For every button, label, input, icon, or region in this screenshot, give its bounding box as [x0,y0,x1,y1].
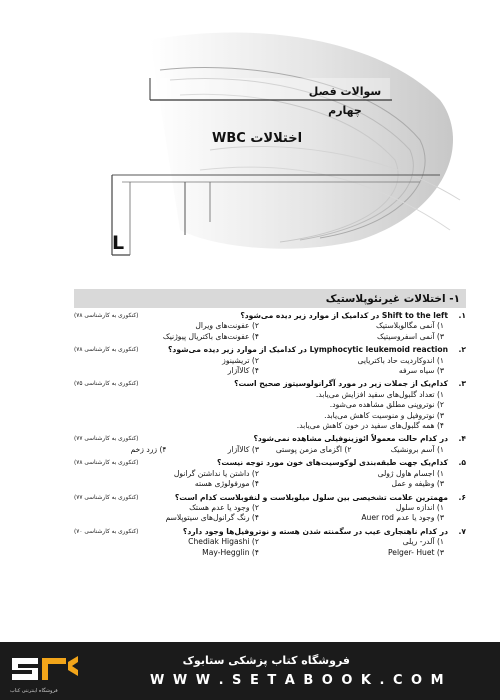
option-4: ۴) May-Hegglin [202,547,259,557]
question-number: ۱. [458,311,466,320]
question-text: Shift to the left در کدامیک از موارد زیر دیده می‌شود؟ [240,311,448,320]
options [74,366,444,376]
option-2: ۲) داشتن یا نداشتن گرانول [173,468,259,478]
section-heading-bar [74,289,466,308]
option-1: ۱) اجسام هاول ژولی [377,468,444,478]
question-2 [74,345,466,376]
section-title: اختلالات WBC [212,131,303,146]
option-2: ۲) عفونت‌های ویرال [195,321,259,331]
option-3: ۳) سیاه سرفه [398,366,444,376]
options [74,469,444,479]
option-3: ۳) وظیفه و عمل [391,479,444,489]
option-3: ۳) Pelger- Huet [387,547,444,557]
option-4: ۴) عفونت‌های باکتریال پیوژنیک [162,331,259,341]
logo-subtitle: فروشگاه اینترنتی کتاب [10,688,58,694]
options [74,390,444,432]
options [74,548,444,558]
options [74,356,444,366]
question-7 [74,527,466,558]
question-number: ۳. [458,379,466,389]
question-number: ۶. [458,492,466,502]
options [74,332,444,342]
option-1: ۱) آنمی مگالوبلاستیک [375,321,444,331]
question-1 [74,311,466,342]
question-reference: (کنکوری به کارشناسی ۷۸) [74,460,139,467]
question-reference: (کنکوری به کارشناسی ۷۷) [74,494,139,501]
option-2: ۲) تریشینوز [222,355,259,365]
option-4: ۴) کالاآزار [227,366,259,376]
question-reference: (کنکوری به کارشناسی ۷۰) [74,528,139,535]
options [74,513,444,523]
option-3: ۳) وجود یا عدم Auer rod [361,513,444,523]
option-1: ۱) اندوکاردیت حاد باکتریایی [357,355,444,365]
option-4: ۴) زرد زخم [130,444,167,454]
question-text: مهمترین علامت تشخیصی بین سلول میلوبلاست و لنفوبلاست کدام است؟ [174,492,448,502]
option-2: ۲) وجود یا عدم هستک [189,502,259,512]
option-4: ۴) همه گلبول‌های سفید در خون کاهش می‌یابد. [296,421,444,431]
question-text: در کدام حالت معمولاً ائوزینوفیلی مشاهده نمی‌شود؟ [253,434,448,444]
question-5 [74,458,466,489]
option-2: ۲) Chediak Higashi [188,537,259,547]
option-3: ۳) آنمی اسفروسیتیک [376,331,444,341]
question-number: ۷. [458,526,466,536]
question-number: ۵. [458,458,466,468]
option-3: ۳) نوتروفیل و منوسیت کاهش می‌یابد. [324,410,444,420]
option-1: ۱) آلدر- ریلی [402,537,444,547]
question-reference: (کنکوری به کارشناسی ۷۸) [74,313,139,319]
chapter-label [308,80,382,117]
question-reference: (کنکوری به کارشناسی ۷۸) [74,347,139,354]
option-3: ۳) کالاآزار [227,444,259,454]
question-6 [74,493,466,524]
question-text: در کدام ناهنجاری عیب در سگمنته شدن هسته و نوتروفیل‌ها وجود دارد؟ [182,526,448,536]
option-4: ۴) مورفولوژی هسته [194,479,259,489]
option-4: ۴) رنگ گرانول‌های سیتوپلاسم [165,513,259,523]
section-heading: ۱- اختلالات غیرنئوپلاستیک [325,292,460,305]
question-reference: (کنکوری به کارشناسی ۷۷) [74,436,139,443]
option-2: ۲) نوتروپنی مطلق مشاهده می‌شود. [329,400,444,410]
question-reference: (کنکوری به کارشناسی ۷۵) [74,381,139,388]
option-2: ۲) اگزمای مزمن پوستی [275,444,352,454]
question-4 [74,434,466,455]
store-footer [0,642,500,700]
store-url[interactable]: W W W . S E T A B O O K . C O M [150,673,446,688]
question-text: کدام‌یک از جملات زیر در مورد آگرانولوسیتوز صحیح است؟ [234,379,448,389]
questions-list [74,311,466,561]
option-1: ۱) تعداد گلبول‌های سفید افزایش می‌یابد. [315,389,444,399]
chapter-title: سوالات فصل چهارم [308,85,382,117]
options [74,321,444,331]
setabook-logo-icon [8,652,82,688]
question-number: ۲. [458,345,466,355]
question-number: ۴. [458,434,466,444]
option-1: ۱) اندازه سلول [395,502,444,512]
chapter-letter: L [112,232,125,254]
options [74,537,444,547]
options [74,503,444,513]
options [74,445,444,455]
question-text: کدام‌یک جهت طبقه‌بندی لوکوسیت‌های خون مورد توجه نیست؟ [217,458,448,468]
option-1: ۱) آسم برونشیک [390,444,444,454]
question-text: Lymphocytic leukemoid reaction در کدامیک از موارد زیر دیده می‌شود؟ [168,345,448,355]
store-name: فروشگاه کتاب پزشکی ستابوک [182,654,350,667]
options [74,479,444,489]
question-3 [74,379,466,431]
